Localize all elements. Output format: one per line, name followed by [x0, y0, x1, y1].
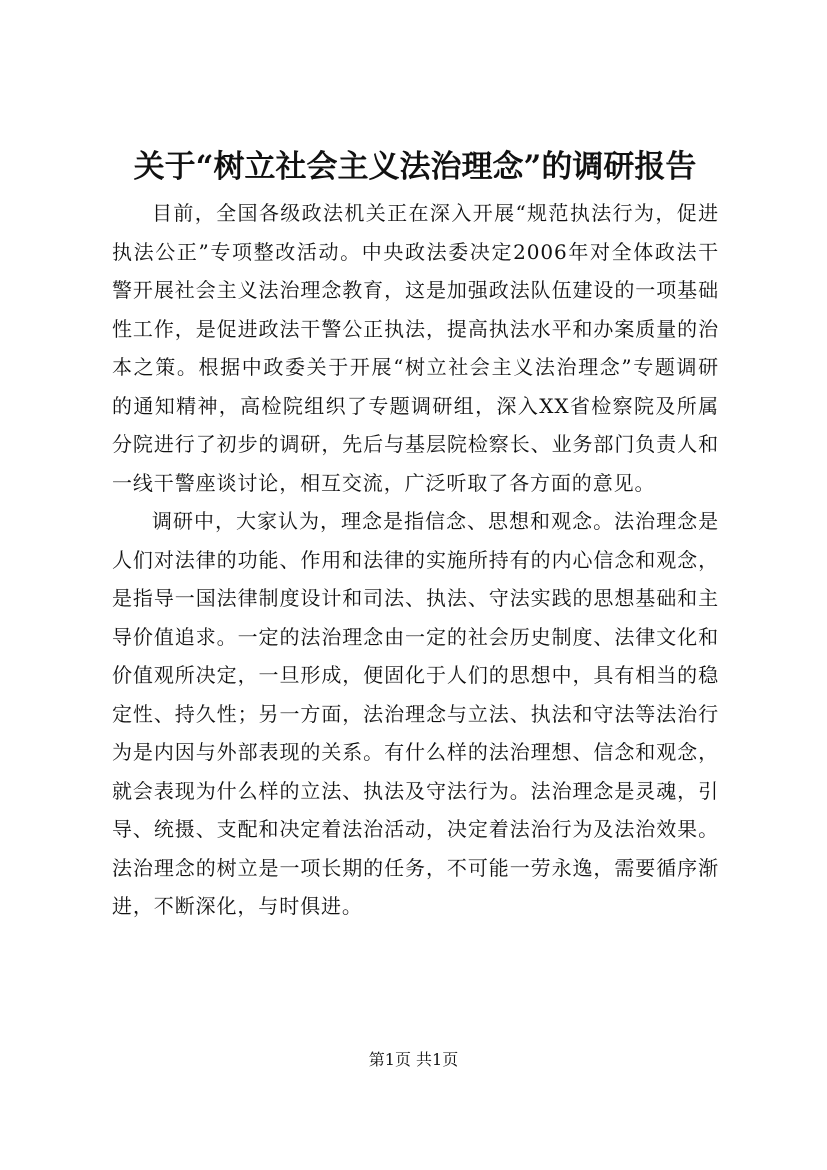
paragraph-1: 目前，全国各级政法机关正在深入开展“规范执法行为，促进执法公正”专项整改活动。中央政法委决定2006年对全体政法干警开展社会主义法治理念教育，这是加强政法队伍建设的一项基础性工作，是促进政法干警公正执法，提高执法水平和办案质量的治本之策。根据中政委关于开展“树立社会主义法治理念”专题调研的通知精神，高检院组织了专题调研组，深入XX省检察院及所属分院进行了初步的调研，先后与基层院检察长、业务部门负责人和一线干警座谈讨论，相互交流，广泛听取了各方面的意见。 [112, 201, 719, 495]
document-title: 关于“树立社会主义法治理念”的调研报告 [133, 149, 697, 185]
page-footer: 第1页 共1页 [368, 1050, 459, 1069]
document-body [112, 194, 719, 926]
paragraph-2: 调研中，大家认为，理念是指信念、思想和观念。法治理念是人们对法律的功能、作用和法律的实施所持有的内心信念和观念，是指导一国法律制度设计和司法、执法、守法实践的思想基础和主导价值追求。一定的法治理念由一定的社会历史制度、法律文化和价值观所决定，一旦形成，便固化于人们的思想中，具有相当的稳定性、持久性；另一方面，法治理念与立法、执法和守法等法治行为是内因与外部表现的关系。有什么样的法治理想、信念和观念，就会表现为什么样的立法、执法及守法行为。法治理念是灵魂，引导、统摄、支配和决定着法治活动，决定着法治行为及法治效果。法治理念的树立是一项长期的任务，不可能一劳永逸，需要循序渐进，不断深化，与时俱进。 [112, 509, 719, 918]
